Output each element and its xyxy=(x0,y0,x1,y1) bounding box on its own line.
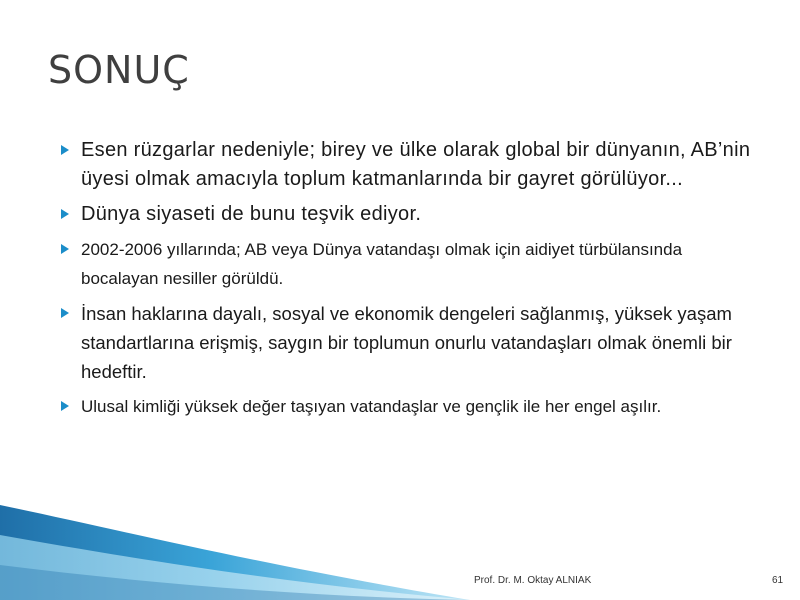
page-number: 61 xyxy=(772,575,784,586)
bullet-item xyxy=(60,235,760,293)
bullet-text: 2002-2006 yıllarında; AB veya Dünya vatandaşı olmak için aidiyet türbülansında bocalayan nesiller görüldü. xyxy=(81,240,683,288)
bullet-text: Ulusal kimliği yüksek değer taşıyan vatandaşlar ve gençlik ile her engel aşılır. xyxy=(81,397,662,416)
slide-title: SONUÇ xyxy=(48,48,190,92)
bullet-list xyxy=(60,136,760,427)
bullet-item xyxy=(60,299,760,386)
bullet-text: Dünya siyaseti de bunu teşvik ediyor. xyxy=(81,203,422,225)
bullet-item xyxy=(60,392,760,421)
bullet-item xyxy=(60,200,760,229)
bullet-text: İnsan haklarına dayalı, sosyal ve ekonomik dengeleri sağlanmış, yüksek yaşam standartlarına erişmiş, saygın bir toplumun onurlu vatandaşları olmak önemli bir hedeftir. xyxy=(81,303,732,382)
triangle-right-icon xyxy=(61,145,69,155)
footer-author: Prof. Dr. M. Oktay ALNIAK xyxy=(474,575,592,586)
triangle-right-icon xyxy=(61,308,69,318)
triangle-right-icon xyxy=(61,401,69,411)
bullet-item xyxy=(60,136,760,194)
bullet-text: Esen rüzgarlar nedeniyle; birey ve ülke olarak global bir dünyanın, AB’nin üyesi olmak amacıyla toplum katmanlarında bir gayret görülüyor... xyxy=(81,139,751,190)
decorative-wave xyxy=(0,505,470,600)
triangle-right-icon xyxy=(61,244,69,254)
triangle-right-icon xyxy=(61,209,69,219)
